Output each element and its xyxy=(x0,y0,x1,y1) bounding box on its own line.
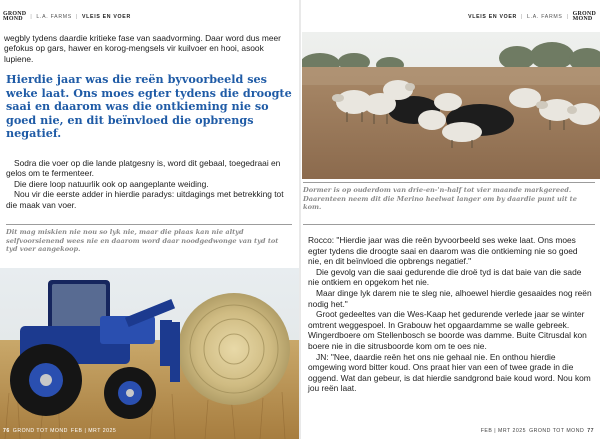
header-section: VLEIS EN VOER xyxy=(468,14,517,20)
body-text-left xyxy=(6,158,294,210)
paragraph: Die diere loop natuurlik ook op aangeplante weiding. xyxy=(14,178,209,189)
footer-magazine: GROND TOT MOND xyxy=(12,428,68,434)
header-farms: L.A. FARMS xyxy=(527,14,563,20)
magazine-logo: GROND MOND xyxy=(3,11,27,22)
header-farms: L.A. FARMS xyxy=(36,14,72,20)
left-header: GROND MOND | L.A. FARMS | VLEIS EN VOER xyxy=(3,11,131,22)
page-number: 77 xyxy=(587,428,594,434)
body-text-right xyxy=(308,235,592,394)
header-section: VLEIS EN VOER xyxy=(82,14,131,20)
paragraph: Rocco: "Hierdie jaar was die reën byvoorbeeld ses weke laat. Ons moes egter tydens die droogte saai en daarom was die ontkieming nie so goed nie, en dit beïnvloed die opbrengs negatief." xyxy=(308,235,578,267)
paragraph: Maar dinge lyk darem nie te sleg nie, alhoewel hierdie gesaaides nog reën nodig het." xyxy=(308,287,592,309)
photo-caption-right: Dormer is op ouderdom van drie-en-'n-half tot vier maande markgereed. Daarenteen neem dit die Merino heelwat langer om by daardie punt uit te kom. xyxy=(303,186,577,212)
paragraph: Die gevolg van die saai gedurende die droë tyd is dat baie van die sade nie ontkiem en opgekom het nie. xyxy=(308,266,582,288)
tractor-photo xyxy=(0,268,300,439)
photo-caption-left: Dit mag miskien nie nou so lyk nie, maar die plaas kan nie altyd selfvoorsienend wees nie en daarom word daar noodgedwonge van tyd tot tyd voer aangekoop. xyxy=(6,228,279,254)
paragraph: JN: "Nee, daardie reën het ons nie gehaal nie. En onthou hierdie omgewing word bitter koud. Ons praat hier van een of twee grade in die oggend. Wat dan gebeur, is dat hierdie sandgrond baie koud word. Nou kom jou reën laat. xyxy=(308,351,591,394)
footer-left xyxy=(3,428,116,434)
paragraph: Nou vir die eerste adder in hierdie paradys: uitdagings met betrekking tot die maak van voer. xyxy=(6,189,284,210)
paragraph: Sodra die voer op die lande platgesny is, word dit gebaal, toegedraai en gelos om te fermenteer. xyxy=(6,158,281,179)
right-page xyxy=(300,0,600,439)
intro-paragraph: wegbly tydens daardie kritieke fase van saadvorming. Daar word dus meer gefokus op gars, hawer en korog-mengsels vir kuilvoer en hooi, asook lupiene. xyxy=(4,33,281,64)
footer-right xyxy=(481,428,594,434)
divider xyxy=(6,224,292,225)
footer-issue: FEB | MRT 2025 xyxy=(70,428,117,434)
footer-issue: FEB | MRT 2025 xyxy=(480,428,527,434)
sheep-photo xyxy=(302,32,600,179)
page-number: 76 xyxy=(3,428,10,434)
footer-magazine: GROND TOT MOND xyxy=(529,428,585,434)
right-header: VLEIS EN VOER | L.A. FARMS | GROND MOND xyxy=(468,11,596,22)
divider xyxy=(303,224,595,225)
divider xyxy=(303,182,595,183)
pull-quote: Hierdie jaar was die reën byvoorbeeld ses weke laat. Ons moes egter tydens die droogte saai en daarom was die ontkieming nie so goed nie, en dit beïnvloed die opbrengs negatief. xyxy=(6,72,292,141)
magazine-logo: GROND MOND xyxy=(572,11,596,22)
paragraph: Groot gedeeltes van die Wes-Kaap het gedurende verlede jaar se winter omtrent weggespoel. In Grabouw het opgaardamme se walle gebreek. Wingerdboere om Stellenbosch se boorde was damme. Buite Citrusdal kon boere nie in die sitrusboorde kom om te oes nie. xyxy=(308,309,587,351)
